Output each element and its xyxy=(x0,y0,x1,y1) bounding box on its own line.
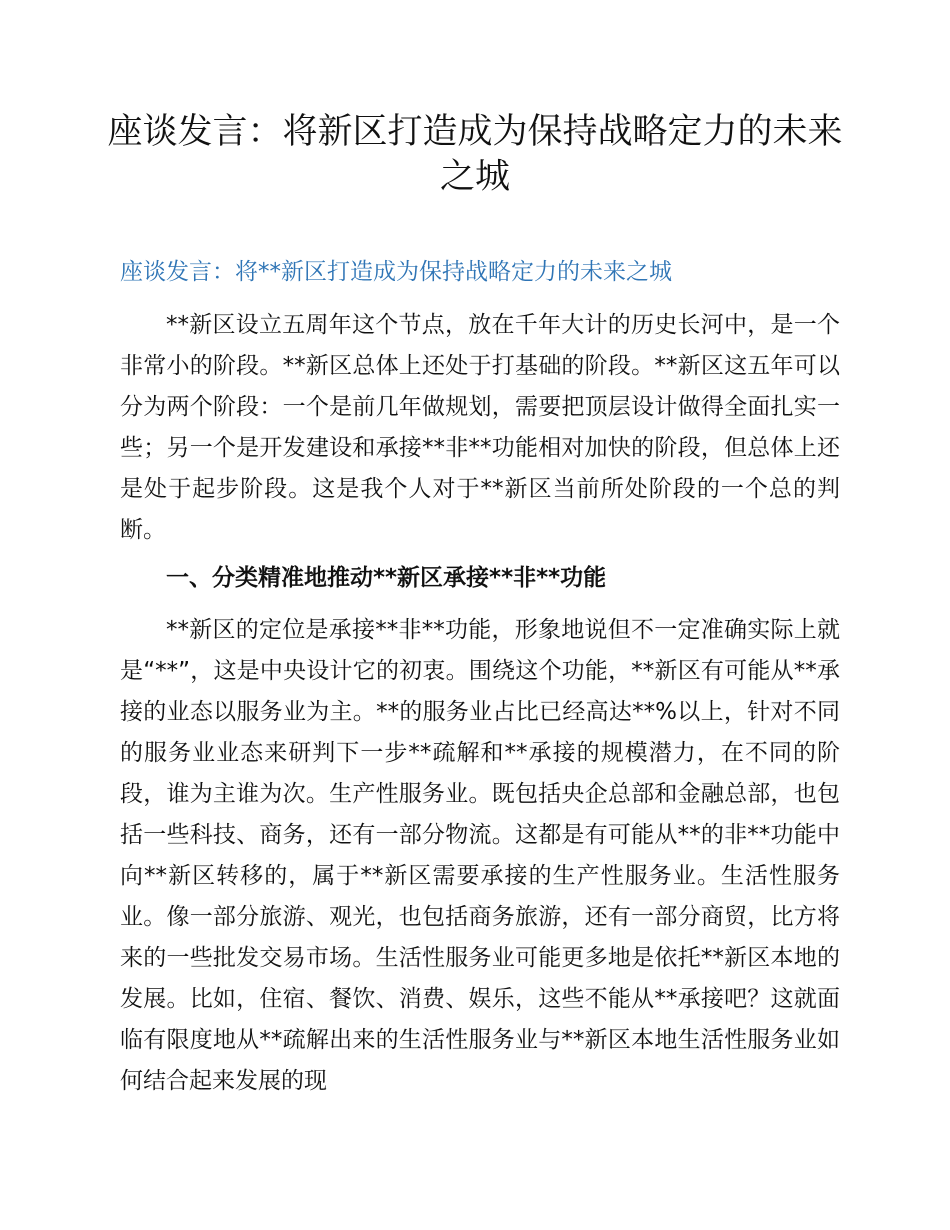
document-subheading: 座谈发言：将**新区打造成为保持战略定力的未来之城 xyxy=(120,259,672,285)
section-heading-1: 一、分类精准地推动**新区承接**非**功能 xyxy=(166,565,607,591)
paragraph-section-1: **新区的定位是承接**非**功能，形象地说但不一定准确实际上就是“**”，这是中央设计它的初衷。围绕这个功能，**新区有可能从**承接的业态以服务业为主。**的服务业占比已经高达**%以上，针对不同的服务业业态来研判下一步**疏解和**承接的规模潜力，在不同的阶段，谁为主谁为次。生产性服务业。既包括央企总部和金融总部，也包括一些科技、商务，还有一部分物流。这都是有可能从**的非**功能中向**新区转移的，属于**新区需要承接的生产性服务业。生活性服务业。像一部分旅游、观光，也包括商务旅游，还有一部分商贸，比方将来的一些批发交易市场。生活性服务业可能更多地是依托**新区本地的发展。比如，住宿、餐饮、消费、娱乐，这些不能从**承接吧？这就面临有限度地从**疏解出来的生活性服务业与**新区本地生活性服务业如何结合起来发展的现 xyxy=(120,617,840,1094)
document-title: 座谈发言：将新区打造成为保持战略定力的未来之城 xyxy=(107,112,843,197)
paragraph-intro: **新区设立五周年这个节点，放在千年大计的历史长河中，是一个非常小的阶段。**新区总体上还处于打基础的阶段。**新区这五年可以分为两个阶段：一个是前几年做规划，需要把顶层设计做得全面扎实一些；另一个是开发建设和承接**非**功能相对加快的阶段，但总体上还是处于起步阶段。这是我个人对于**新区当前所处阶段的一个总的判断。 xyxy=(120,312,840,543)
